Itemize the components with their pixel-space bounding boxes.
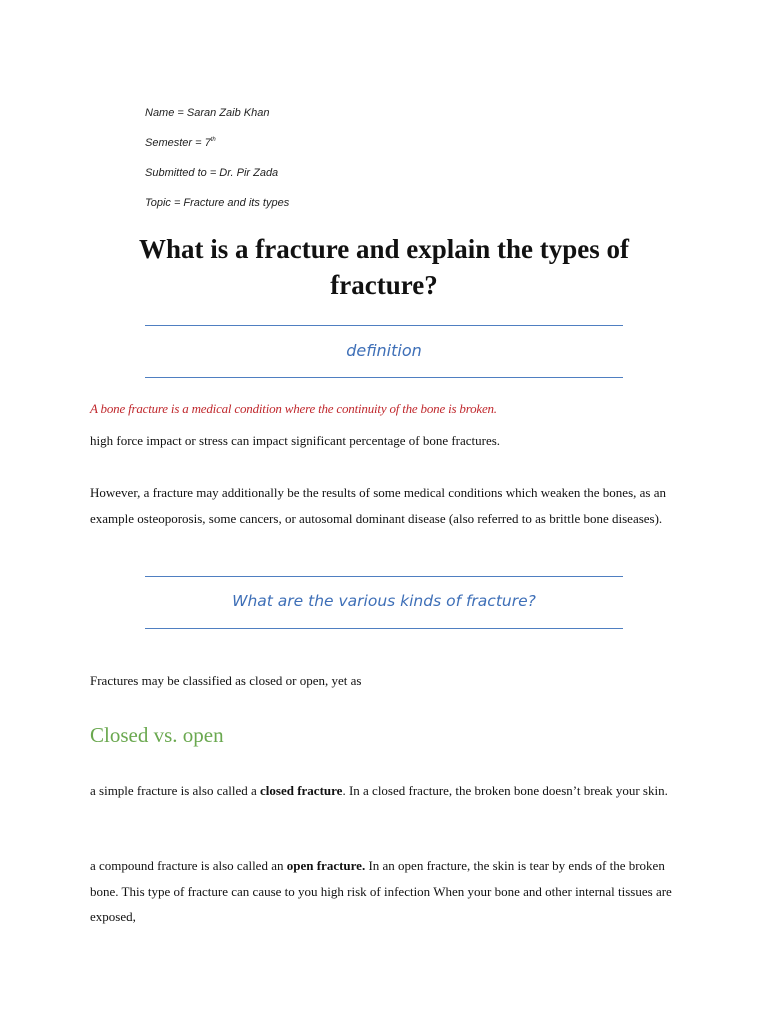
topic-line: Topic = Fracture and its types bbox=[145, 197, 290, 209]
definition-text: A bone fracture is a medical condition where the continuity of the bone is broken. bbox=[90, 401, 497, 416]
semester-line bbox=[145, 137, 216, 149]
open-text-end: In an open fracture, the skin is tear by ends of the broken bone. This type of fracture can cause to you high risk of infection When your bone and other internal tissues are exposed, bbox=[90, 858, 672, 924]
document-title: What is a fracture and explain the types of fracture? bbox=[139, 234, 629, 300]
closed-fracture-paragraph bbox=[90, 778, 680, 804]
divider-line bbox=[145, 325, 623, 326]
however-paragraph: However, a fracture may additionally be the results of some medical conditions which weaken the bones, as an example osteoporosis, some cancers, or autosomal dominant disease (also referred to as brittle bone diseases). bbox=[90, 485, 666, 526]
kinds-heading: What are the various kinds of fracture? bbox=[232, 592, 536, 610]
semester-superscript: th bbox=[210, 137, 216, 143]
open-fracture-term: open fracture. bbox=[286, 858, 366, 873]
definition-heading: definition bbox=[346, 341, 422, 360]
open-text-start: a compound fracture is also called an bbox=[90, 858, 287, 873]
divider-line bbox=[145, 576, 623, 577]
closed-open-heading: Closed vs. open bbox=[90, 723, 224, 747]
open-fracture-paragraph bbox=[90, 853, 680, 930]
closed-text-start: a simple fracture is also called a bbox=[90, 783, 261, 798]
divider-line bbox=[145, 377, 623, 378]
semester-text: Semester = 7 bbox=[145, 137, 211, 149]
closed-text-end: . In a closed fracture, the broken bone doesn’t break your skin. bbox=[342, 783, 668, 798]
closed-fracture-term: closed fracture bbox=[260, 783, 343, 798]
submitted-to: Submitted to = Dr. Pir Zada bbox=[145, 167, 279, 179]
student-name: Name = Saran Zaib Khan bbox=[145, 107, 270, 119]
classified-paragraph: Fractures may be classified as closed or open, yet as bbox=[90, 673, 362, 688]
force-paragraph: high force impact or stress can impact significant percentage of bone fractures. bbox=[90, 433, 501, 448]
divider-line bbox=[145, 628, 623, 629]
